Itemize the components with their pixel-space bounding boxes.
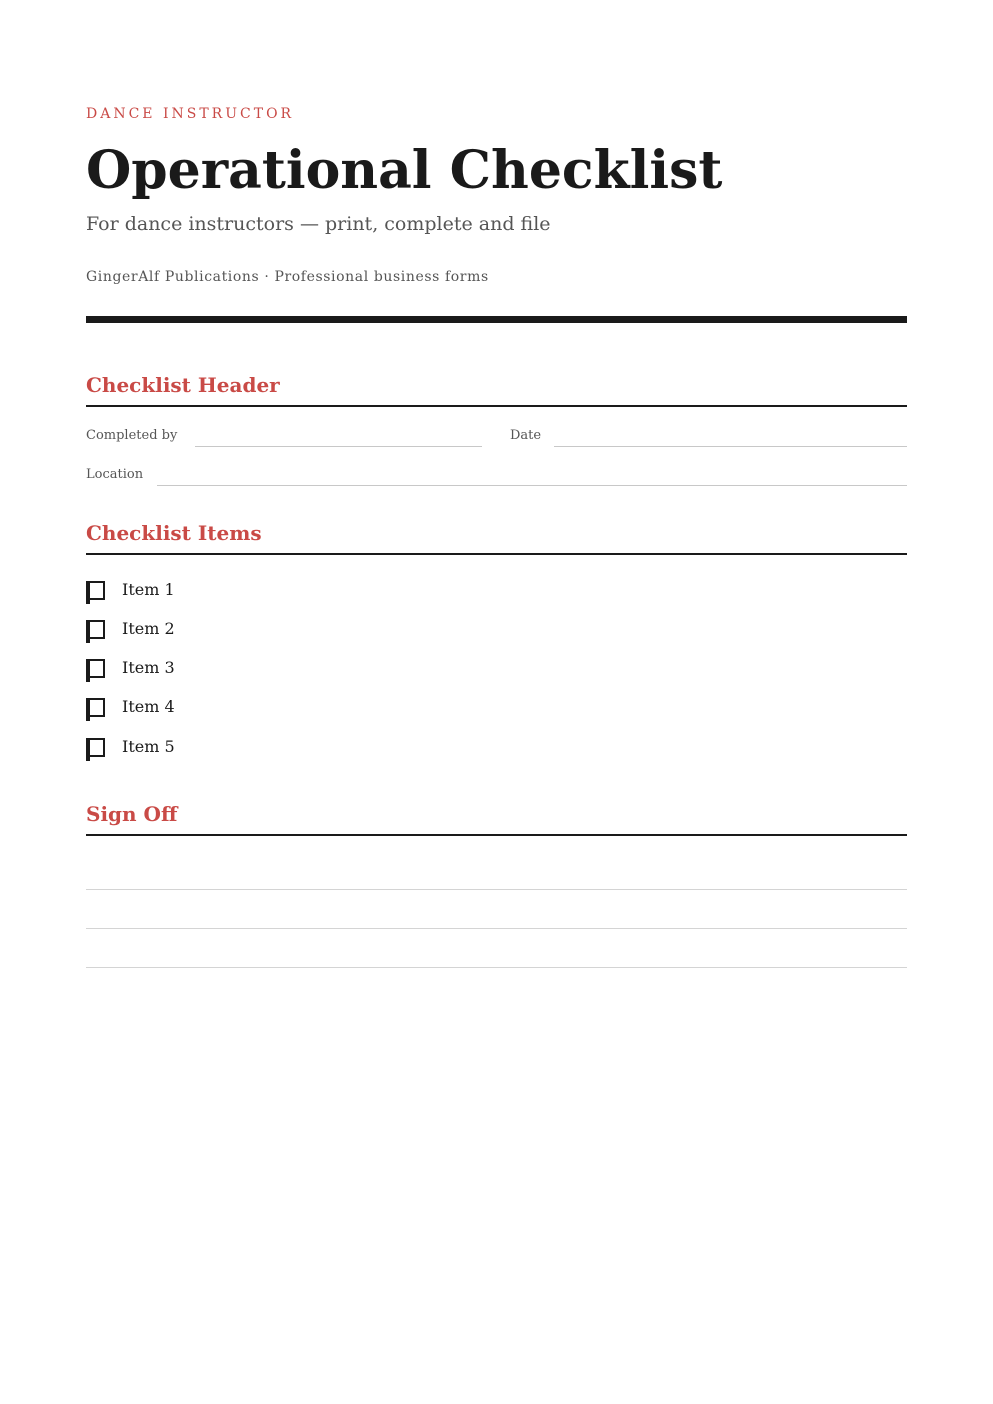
checklist-item-label: Item 2 [122, 619, 175, 638]
location-label: Location [86, 467, 144, 482]
date-label: Date [510, 428, 542, 443]
checklist-item[interactable] [86, 698, 486, 722]
header-divider [86, 316, 907, 323]
checkbox[interactable] [86, 581, 105, 600]
sign-off-line[interactable] [86, 928, 907, 929]
checkbox[interactable] [86, 659, 105, 678]
checkbox[interactable] [86, 698, 105, 717]
section-rule-checklist-items [86, 553, 907, 555]
checklist-item[interactable] [86, 620, 486, 644]
checkbox[interactable] [86, 738, 105, 757]
checklist-item-label: Item 1 [122, 580, 175, 599]
page-title: Operational Checklist [86, 140, 723, 201]
date-field[interactable] [554, 446, 907, 447]
checklist-item[interactable] [86, 738, 486, 762]
completed-by-field[interactable] [195, 446, 482, 447]
publisher-line: GingerAlf Publications · Professional business forms [86, 269, 489, 285]
section-rule-sign-off [86, 834, 907, 836]
sign-off-line[interactable] [86, 889, 907, 890]
checklist-item[interactable] [86, 581, 486, 605]
section-rule-checklist-header [86, 405, 907, 407]
eyebrow-label: DANCE INSTRUCTOR [86, 106, 295, 122]
sign-off-line[interactable] [86, 967, 907, 968]
section-heading-sign-off: Sign Off [86, 802, 178, 826]
page-subtitle: For dance instructors — print, complete and file [86, 213, 551, 235]
checklist-item-label: Item 3 [122, 658, 175, 677]
checklist-item-label: Item 4 [122, 697, 175, 716]
checkbox[interactable] [86, 620, 105, 639]
section-heading-checklist-items: Checklist Items [86, 521, 262, 545]
completed-by-label: Completed by [86, 428, 178, 443]
checklist-item[interactable] [86, 659, 486, 683]
checklist-item-label: Item 5 [122, 737, 175, 756]
location-field[interactable] [157, 485, 907, 486]
section-heading-checklist-header: Checklist Header [86, 373, 280, 397]
